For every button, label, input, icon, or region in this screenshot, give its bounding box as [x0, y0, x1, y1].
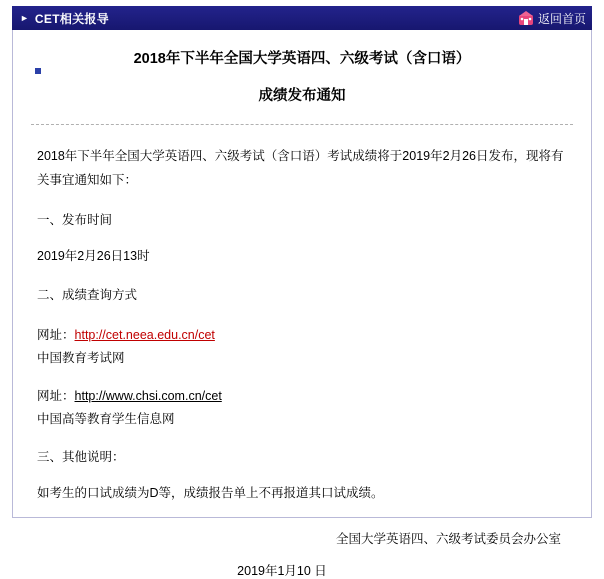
- bullet-square-icon: [35, 68, 41, 74]
- document-header: [13, 30, 591, 108]
- section1-body: 2019年2月26日13时: [37, 248, 150, 263]
- triangle-right-icon: ►: [20, 12, 29, 23]
- site1-url-link[interactable]: http://cet.neea.edu.cn/cet: [74, 328, 215, 343]
- page-title: 2018年下半年全国大学英语四、六级考试（含口语）: [133, 51, 471, 67]
- site2-line: [37, 385, 567, 409]
- signature-date: 2019年1月10 日: [237, 564, 327, 579]
- intro-paragraph: 2018年下半年全国大学英语四、六级考试（含口语）考试成绩将于2019年2月26日发布，现将有关事宜通知如下：: [37, 149, 564, 188]
- site1-prefix: 网址：: [37, 328, 75, 343]
- titlebar: [12, 6, 592, 30]
- site2-url-link[interactable]: http://www.chsi.com.cn/cet: [74, 389, 222, 404]
- divider: [31, 124, 573, 125]
- section1-heading: 一、发布时间: [37, 212, 113, 227]
- home-link[interactable]: 返回首页: [537, 11, 586, 26]
- titlebar-right[interactable]: [518, 10, 586, 27]
- titlebar-left: [18, 10, 109, 27]
- page-subtitle: 成绩发布通知: [258, 88, 346, 105]
- home-icon: [518, 10, 534, 26]
- site1-line: [37, 324, 567, 348]
- site1-name: 中国教育考试网: [37, 350, 125, 365]
- site2-name: 中国高等教育学生信息网: [37, 411, 175, 426]
- section3-heading: 三、其他说明：: [37, 450, 125, 465]
- section3-body: 如考生的口试成绩为D等，成绩报告单上不再报道其口试成绩。: [37, 485, 384, 500]
- section2-heading: 二、成绩查询方式: [37, 288, 138, 303]
- titlebar-title: CET相关报导: [34, 11, 110, 26]
- signature: 全国大学英语四、六级考试委员会办公室: [335, 531, 561, 546]
- content-frame: [12, 30, 592, 579]
- document-body: [13, 145, 591, 505]
- site2-prefix: 网址：: [37, 389, 75, 404]
